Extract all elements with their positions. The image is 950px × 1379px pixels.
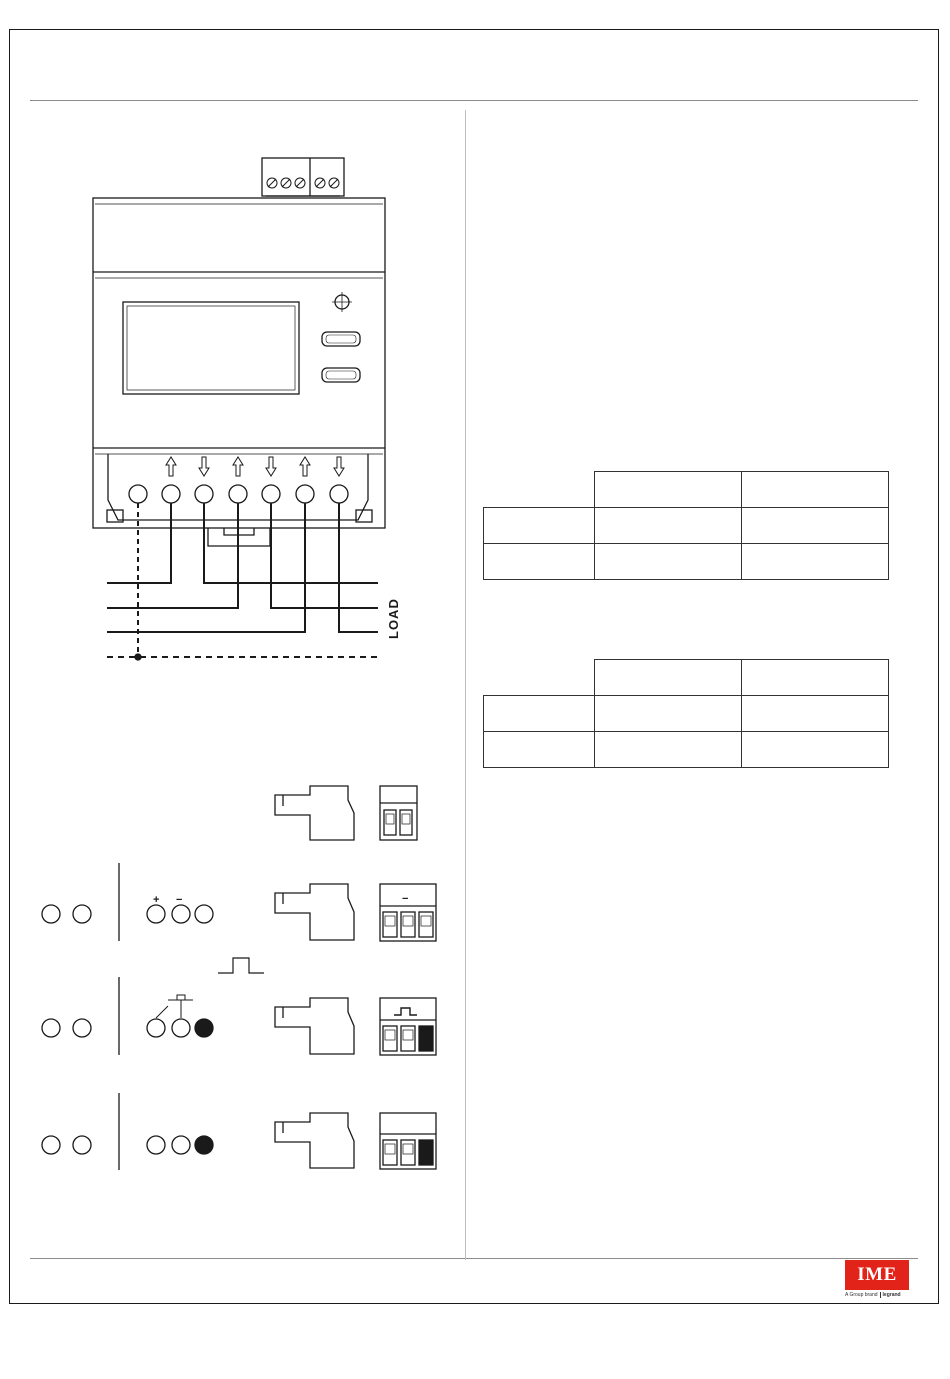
logo-parent: legrand [880, 1292, 901, 1298]
connector-minus-sign: − [402, 893, 409, 905]
load-label: LOAD [386, 598, 401, 639]
minus-sign: − [176, 894, 183, 906]
current-direction-arrows [166, 457, 344, 476]
terminal-row [129, 485, 348, 503]
logo-brand: IME [845, 1260, 909, 1290]
top-terminal-block [262, 158, 344, 196]
plus-sign: + [153, 894, 160, 906]
connector-row-2 [42, 863, 436, 941]
connector-row-4 [42, 1093, 436, 1170]
connector-row-3 [42, 977, 436, 1055]
connector-row-1 [275, 786, 417, 840]
logo-tagline-text: A Group brand [845, 1292, 878, 1298]
meter-body [93, 198, 385, 546]
wiring [107, 503, 378, 657]
